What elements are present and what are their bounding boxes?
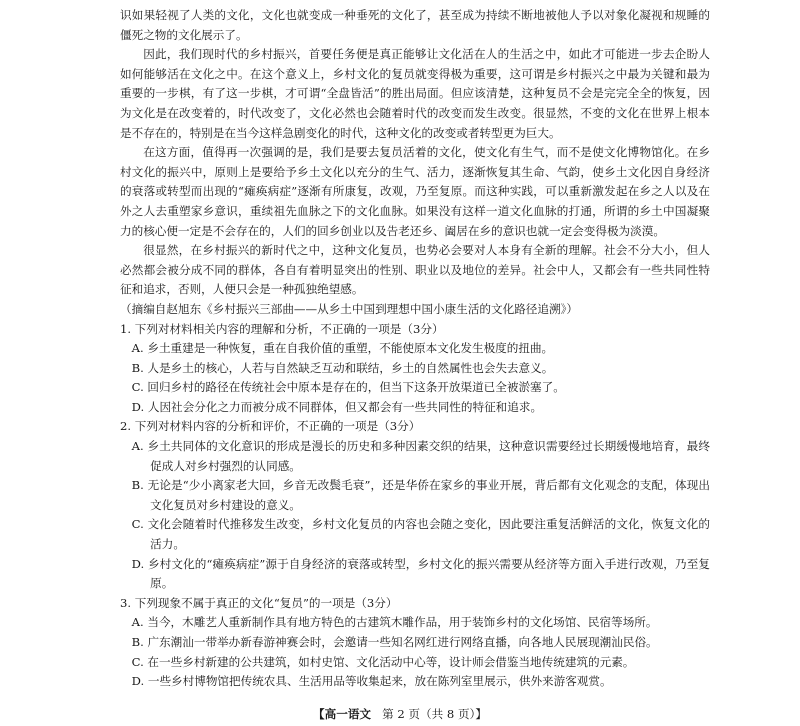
footer-page-info: 第 2 页（共 8 页）】 xyxy=(382,707,487,721)
option-a: A. 乡土重建是一种恢复，重在自我价值的重塑，不能使原本文化发生极度的扭曲。 xyxy=(131,341,554,356)
option-b: B. 人是乡土的核心，人若与自然缺乏互动和联结，乡土的自然属性也会失去意义。 xyxy=(131,360,554,375)
option-d: D. 一些乡村博物馆把传统农具、生活用品等收集起来，放在陈列室里展示，供外来游客观赏。 xyxy=(131,674,612,689)
question-1 xyxy=(120,320,710,418)
footer-subject: 【高一语文 xyxy=(313,707,372,721)
option-c: C. 回归乡村的路径在传统社会中原本是存在的，但当下这条开放渠道已全被淤塞了。 xyxy=(131,380,565,395)
option-b: B. 广东潮汕一带举办新春游神赛会时，会邀请一些知名网红进行网络直播，向各地人民展现潮汕民俗。 xyxy=(131,635,658,649)
question-stem: 2. 下列对材料内容的分析和评价，不正确的一项是（3分） xyxy=(120,419,421,434)
option-b: B. 无论是“少小离家老大回，乡音无改鬓毛衰”，还是华侨在家乡的事业开展，背后都有文化观念的支配，体现出文化复员对乡村建设的意义。 xyxy=(131,478,710,512)
passage-paragraph-1: 识如果轻视了人类的文化，文化也就变成一种垂死的文化了，甚至成为持续不断地被他人予以对象化凝视和规睡的僵死之物的文化展示了。 xyxy=(120,8,710,42)
option-c: C. 文化会随着时代推移发生改变，乡村文化复员的内容也会随之变化，因此要注重复活鲜活的文化，恢复文化的活力。 xyxy=(131,517,710,552)
option-d: D. 乡村文化的“瘫痪病症”源于自身经济的衰落或转型，乡村文化的振兴需要从经济等方面入手进行改观，乃至复原。 xyxy=(131,556,710,591)
option-d: D. 人因社会分化之力而被分成不同群体，但又都会有一些共同性的特征和追求。 xyxy=(131,399,543,414)
passage-paragraph-2: 因此，我们现时代的乡村振兴，首要任务便是真正能够让文化活在人的生活之中，如此才可能进一步去企盼人如何能够活在文化之中。在这个意义上，乡村文化的复员就变得极为重要，这可谓是乡村振兴之中最为关键和最为重要的一步棋，有了这一步棋，才可谓“全盘皆活”的胜出局面。但应该清楚，这种复员不会是完完全全的恢复，因为文化是在改变着的，时代改变了，文化必然也会随着时代的改变而发生改变。很显然，不变的文化在世界上根本是不存在的，特别是在当今这样急剧变化的时代，这种文化的改变或者转型更为巨大。 xyxy=(120,47,710,140)
passage-paragraph-3: 在这方面，值得再一次强调的是，我们是要去复员活着的文化，使文化有生气，而不是使文化博物馆化。在乡村文化的振兴中，原则上是要给予乡土文化以充分的生气、活力，逐渐恢复其生命、气韵，使乡土文化因自身经济的衰落或转型而出现的“瘫痪病症”逐渐有所康复，改观，乃至复原。而这种实践，可以重新激发起在乡之人以及在外之人去重塑家乡意识，重续祖先血脉之下的文化血脉。如果没有这样一道文化血脉的打通，所谓的乡土中国凝聚力的核心便一定是不会存在的，人们的回乡创业以及告老还乡、阖居在乡的意识也就一定会变得极为淡漠。 xyxy=(120,145,710,238)
passage-source: （摘编自赵旭东《乡村振兴三部曲——从乡土中国到理想中国小康生活的文化路径追溯》） xyxy=(120,301,578,316)
page-footer xyxy=(0,706,800,722)
passage-paragraph-4: 很显然，在乡村振兴的新时代之中，这种文化复员，也势必会要对人本身有全新的理解。社会不分大小，但人必然都会被分成不同的群体，各自有着明显突出的性别、职业以及地位的差异。社会中人，又都会有一些共同性特征和追求，否则，人便只会是一种孤独绝望感。 xyxy=(120,243,710,297)
option-c: C. 在一些乡村新建的公共建筑，如村史馆、文化活动中心等，设计师会借鉴当地传统建筑的元素。 xyxy=(131,654,635,669)
option-a: A. 当今，木雕艺人重新制作具有地方特色的古建筑木雕作品，用于装饰乡村的文化场馆、民宿等场所。 xyxy=(131,615,658,630)
question-2 xyxy=(120,417,710,593)
question-stem: 1. 下列对材料相关内容的理解和分析，不正确的一项是（3分） xyxy=(120,321,444,336)
reading-passage xyxy=(120,6,710,320)
question-3 xyxy=(120,594,710,692)
question-stem: 3. 下列现象不属于真正的文化“复员”的一项是（3分） xyxy=(120,595,398,610)
option-a: A. 乡土共同体的文化意识的形成是漫长的历史和多种因素交织的结果，这种意识需要经过长期缓慢地培育，最终促成人对乡村强烈的认同感。 xyxy=(131,439,710,473)
